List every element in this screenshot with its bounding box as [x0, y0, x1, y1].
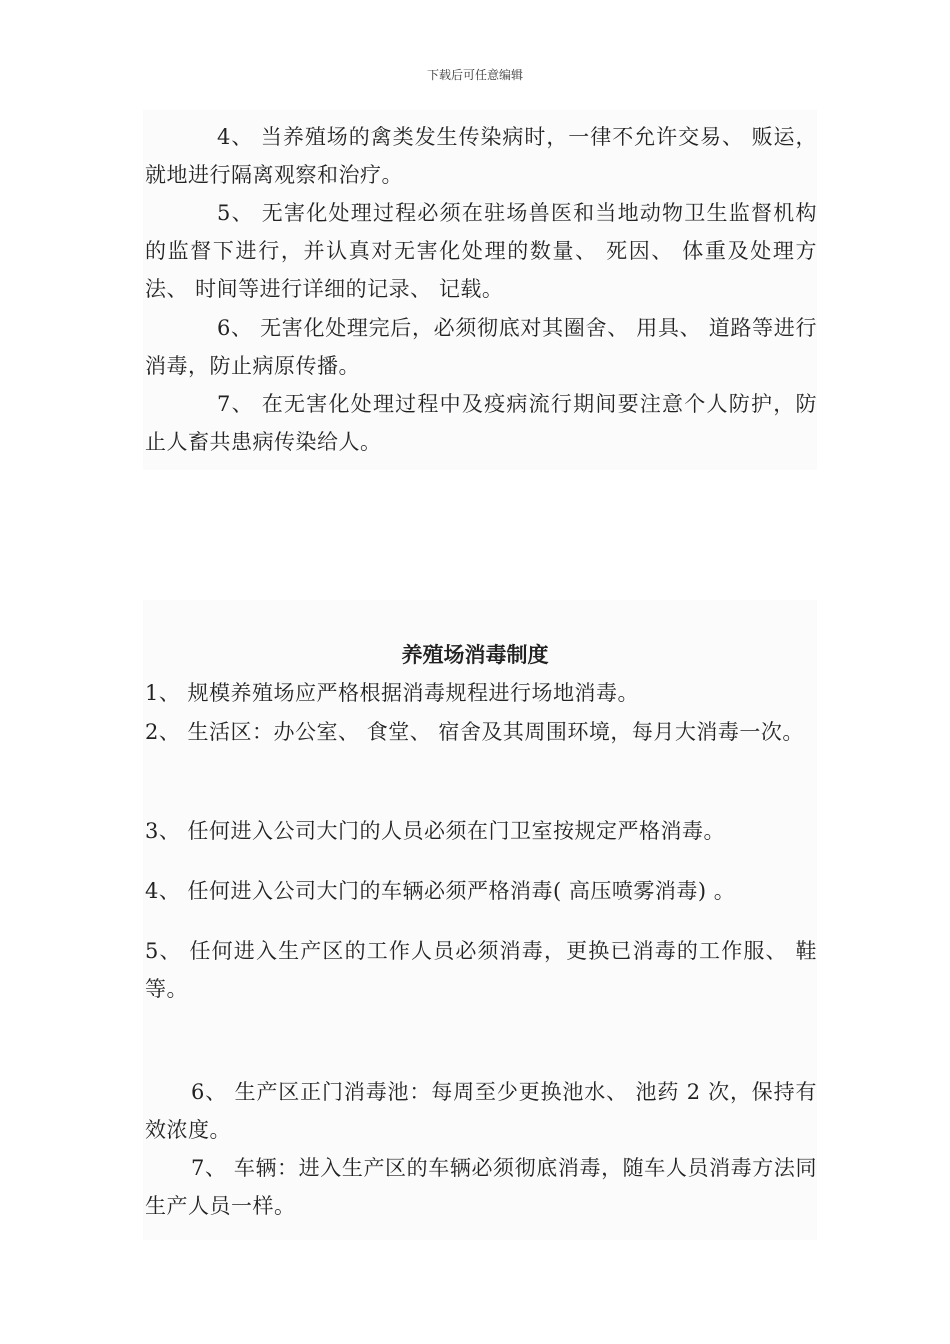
- rule-item-7: 7、 车辆：进入生产区的车辆必须彻底消毒，随车人员消毒方法同生产人员一样。: [145, 1156, 817, 1218]
- rule-item-4: 4、 任何进入公司大门的车辆必须严格消毒( 高压喷雾消毒) 。: [145, 879, 736, 903]
- page-header: 下载后可任意编辑: [426, 68, 523, 82]
- paragraph-7: 7、 在无害化处理过程中及疫病流行期间要注意个人防护，防止人畜共患病传染给人。: [145, 392, 817, 454]
- section-title: 养殖场消毒制度: [401, 642, 549, 667]
- rule-item-5: 5、 任何进入生产区的工作人员必须消毒，更换已消毒的工作服、 鞋等。: [145, 939, 817, 1001]
- paragraph-5: 5、 无害化处理过程必须在驻场兽医和当地动物卫生监督机构的监督下进行，并认真对无害化处理的数量、 死因、 体重及处理方法、 时间等进行详细的记录、 记载。: [145, 201, 817, 301]
- rule-item-2: 2、 生活区：办公室、 食堂、 宿舍及其周围环境，每月大消毒一次。: [145, 720, 804, 744]
- rule-item-3: 3、 任何进入公司大门的人员必须在门卫室按规定严格消毒。: [145, 819, 726, 843]
- paragraph-4: 4、 当养殖场的禽类发生传染病时，一律不允许交易、 贩运，就地进行隔离观察和治疗。: [145, 125, 817, 187]
- paragraph-6: 6、 无害化处理完后，必须彻底对其圈舍、 用具、 道路等进行消毒，防止病原传播。: [145, 316, 817, 378]
- rule-item-1: 1、 规模养殖场应严格根据消毒规程进行场地消毒。: [145, 681, 640, 705]
- rule-item-6: 6、 生产区正门消毒池：每周至少更换池水、 池药 2 次，保持有效浓度。: [145, 1080, 817, 1142]
